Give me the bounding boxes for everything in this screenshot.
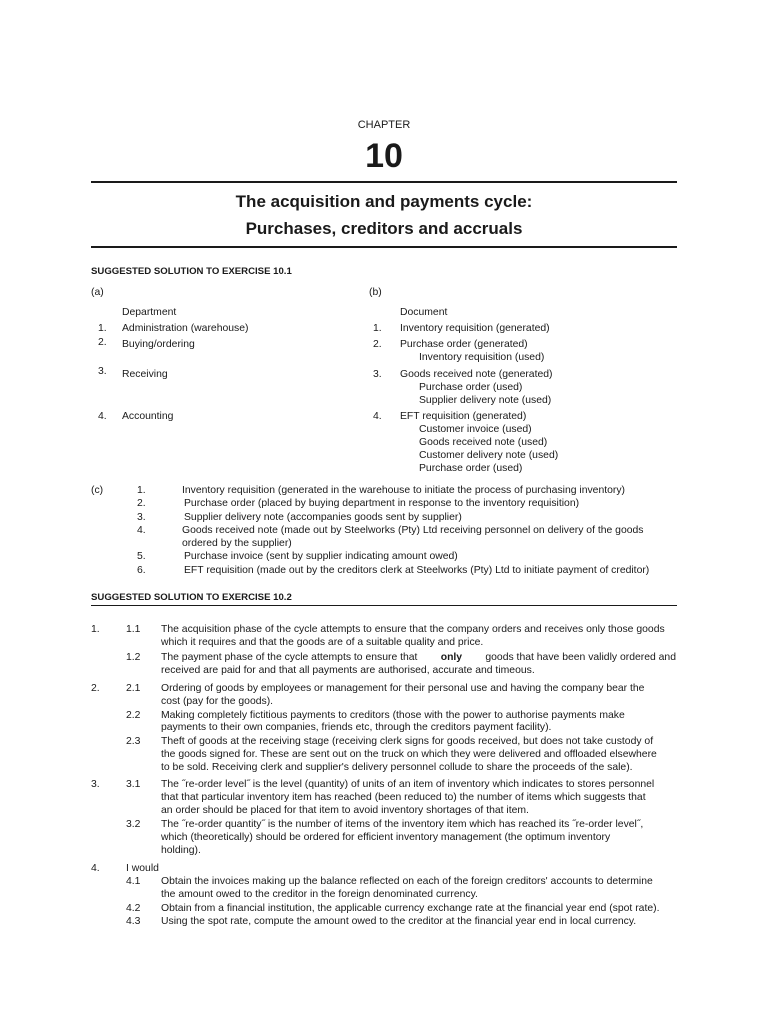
answer-text: cost (pay for the goods). <box>161 696 274 707</box>
sub-number: 1.1 <box>126 624 141 635</box>
list-item-number: 2. <box>98 337 107 348</box>
c-item-text: Supplier delivery note (accompanies goods sent by supplier) <box>184 512 462 523</box>
list-item-number: 3. <box>98 366 107 377</box>
exercise-heading: SUGGESTED SOLUTION TO EXERCISE 10.2 <box>91 592 292 603</box>
answer-intro: I would <box>126 863 159 874</box>
question-number: 4. <box>91 863 100 874</box>
list-item-number: 5. <box>137 551 146 562</box>
document-name: Purchase order (generated) <box>400 339 528 350</box>
question-number: 3. <box>91 779 100 790</box>
sub-number: 4.1 <box>126 876 141 887</box>
emphasis-only: only <box>440 652 463 663</box>
chapter-title-line2: Purchases, creditors and accruals <box>245 219 523 238</box>
answer-text: The ˝re-order quantity˝ is the number of items of the inventory item which has reached its ˝re-order level˝, <box>161 819 644 830</box>
list-item-number: 1. <box>373 323 382 334</box>
list-item-number: 1. <box>137 485 146 496</box>
department-name: Buying/ordering <box>122 339 195 350</box>
list-item-number: 3. <box>373 369 382 380</box>
answer-text: the goods signed for. These are sent out on the truck on which they were delivered and offloaded elsewhere <box>161 749 657 760</box>
c-item-text: EFT requisition (made out by the creditors clerk at Steelworks (Pty) Ltd to initiate payment of creditor) <box>184 565 650 576</box>
question-number: 1. <box>91 624 100 635</box>
c-item-text: Purchase invoice (sent by supplier indicating amount owed) <box>184 551 458 562</box>
sub-number: 3.2 <box>126 819 141 830</box>
department-header: Department <box>122 307 177 318</box>
list-item-number: 3. <box>137 512 146 523</box>
document-name: Inventory requisition (generated) <box>400 323 550 334</box>
document-sub: Customer delivery note (used) <box>419 450 559 461</box>
part-a-label: (a) <box>91 287 104 298</box>
department-name: Receiving <box>122 369 168 380</box>
c-item-text: Goods received note (made out by Steelworks (Pty) Ltd receiving personnel on delivery of the goods <box>182 525 644 536</box>
answer-text: holding). <box>161 845 201 856</box>
answer-text: Obtain from a financial institution, the applicable currency exchange rate at the financial year end (spot rate). <box>161 903 660 914</box>
sub-number: 4.2 <box>126 903 141 914</box>
answer-text: payments to their own companies, friends etc, through the creditors payment facility). <box>161 722 552 733</box>
answer-text: Ordering of goods by employees or management for their personal use and having the company bear the <box>161 683 645 694</box>
c-item-text: Inventory requisition (generated in the warehouse to initiate the process of purchasing inventory) <box>182 485 626 496</box>
c-item-text: ordered by the supplier) <box>182 538 292 549</box>
document-sub: Customer invoice (used) <box>419 424 532 435</box>
document-sub: Supplier delivery note (used) <box>419 395 552 406</box>
chapter-label: CHAPTER <box>357 119 411 131</box>
document-sub: Purchase order (used) <box>419 382 523 393</box>
document-sub: Purchase order (used) <box>419 463 523 474</box>
department-name: Administration (warehouse) <box>122 323 249 334</box>
list-item-number: 1. <box>98 323 107 334</box>
list-item-number: 2. <box>373 339 382 350</box>
question-number: 2. <box>91 683 100 694</box>
sub-number: 2.3 <box>126 736 141 747</box>
answer-text: which (theoretically) should be ordered for efficient inventory management (the optimum inventory <box>161 832 611 843</box>
answer-text-part: goods that have been validly ordered and <box>485 652 676 663</box>
sub-number: 2.1 <box>126 683 141 694</box>
answer-text: which it requires and that the goods are of a suitable quality and price. <box>161 637 484 648</box>
sub-number: 4.3 <box>126 916 141 927</box>
answer-text <box>161 651 676 664</box>
answer-text: the amount owed to the creditor in the foreign denominated currency. <box>161 889 478 900</box>
sub-number: 1.2 <box>126 652 141 663</box>
answer-text: to be sold. Receiving clerk and supplier's delivery personnel collude to share the proceeds of the sale). <box>161 762 633 773</box>
answer-text: Making completely fictitious payments to creditors (those with the power to authorise payments make <box>161 710 625 721</box>
answer-text: that that particular inventory item has reached (been reduced to) the number of items which suggests that <box>161 792 646 803</box>
department-name: Accounting <box>122 411 174 422</box>
answer-text: received are paid for and that all payments are authorised, accurate and timeous. <box>161 665 535 676</box>
answer-text: The ˝re-order level˝ is the level (quantity) of units of an item of inventory which indicates to stores personnel <box>161 779 655 790</box>
exercise-heading: SUGGESTED SOLUTION TO EXERCISE 10.1 <box>91 266 292 277</box>
part-b-label: (b) <box>369 287 382 298</box>
document-sub: Inventory requisition (used) <box>419 352 545 363</box>
answer-text: The acquisition phase of the cycle attempts to ensure that the company orders and receives only those goods <box>161 624 665 635</box>
list-item-number: 4. <box>137 525 146 536</box>
header-rule-top <box>91 181 677 183</box>
answer-text: an order should be placed for that item to avoid inventory shortages of that item. <box>161 805 529 816</box>
answer-text: Obtain the invoices making up the balance reflected on each of the foreign creditors' accounts to determine <box>161 876 653 887</box>
document-header: Document <box>400 307 448 318</box>
answer-text: Using the spot rate, compute the amount owed to the creditor at the financial year end in local currency. <box>161 916 637 927</box>
document-name: Goods received note (generated) <box>400 369 553 380</box>
sub-number: 3.1 <box>126 779 141 790</box>
c-item-text: Purchase order (placed by buying department in response to the inventory requisition) <box>184 498 580 509</box>
list-item-number: 2. <box>137 498 146 509</box>
part-c-label: (c) <box>91 485 104 496</box>
chapter-number: 10 <box>365 137 403 175</box>
answer-text: Theft of goods at the receiving stage (receiving clerk signs for goods received, but does not take custody of <box>161 736 654 747</box>
list-item-number: 6. <box>137 565 146 576</box>
header-rule-bottom <box>91 246 677 248</box>
section-rule <box>91 605 677 606</box>
chapter-title-line1: The acquisition and payments cycle: <box>235 192 533 211</box>
document-sub: Goods received note (used) <box>419 437 548 448</box>
list-item-number: 4. <box>373 411 382 422</box>
document-name: EFT requisition (generated) <box>400 411 527 422</box>
list-item-number: 4. <box>98 411 107 422</box>
answer-text-part: The payment phase of the cycle attempts to ensure that <box>161 652 418 663</box>
sub-number: 2.2 <box>126 710 141 721</box>
